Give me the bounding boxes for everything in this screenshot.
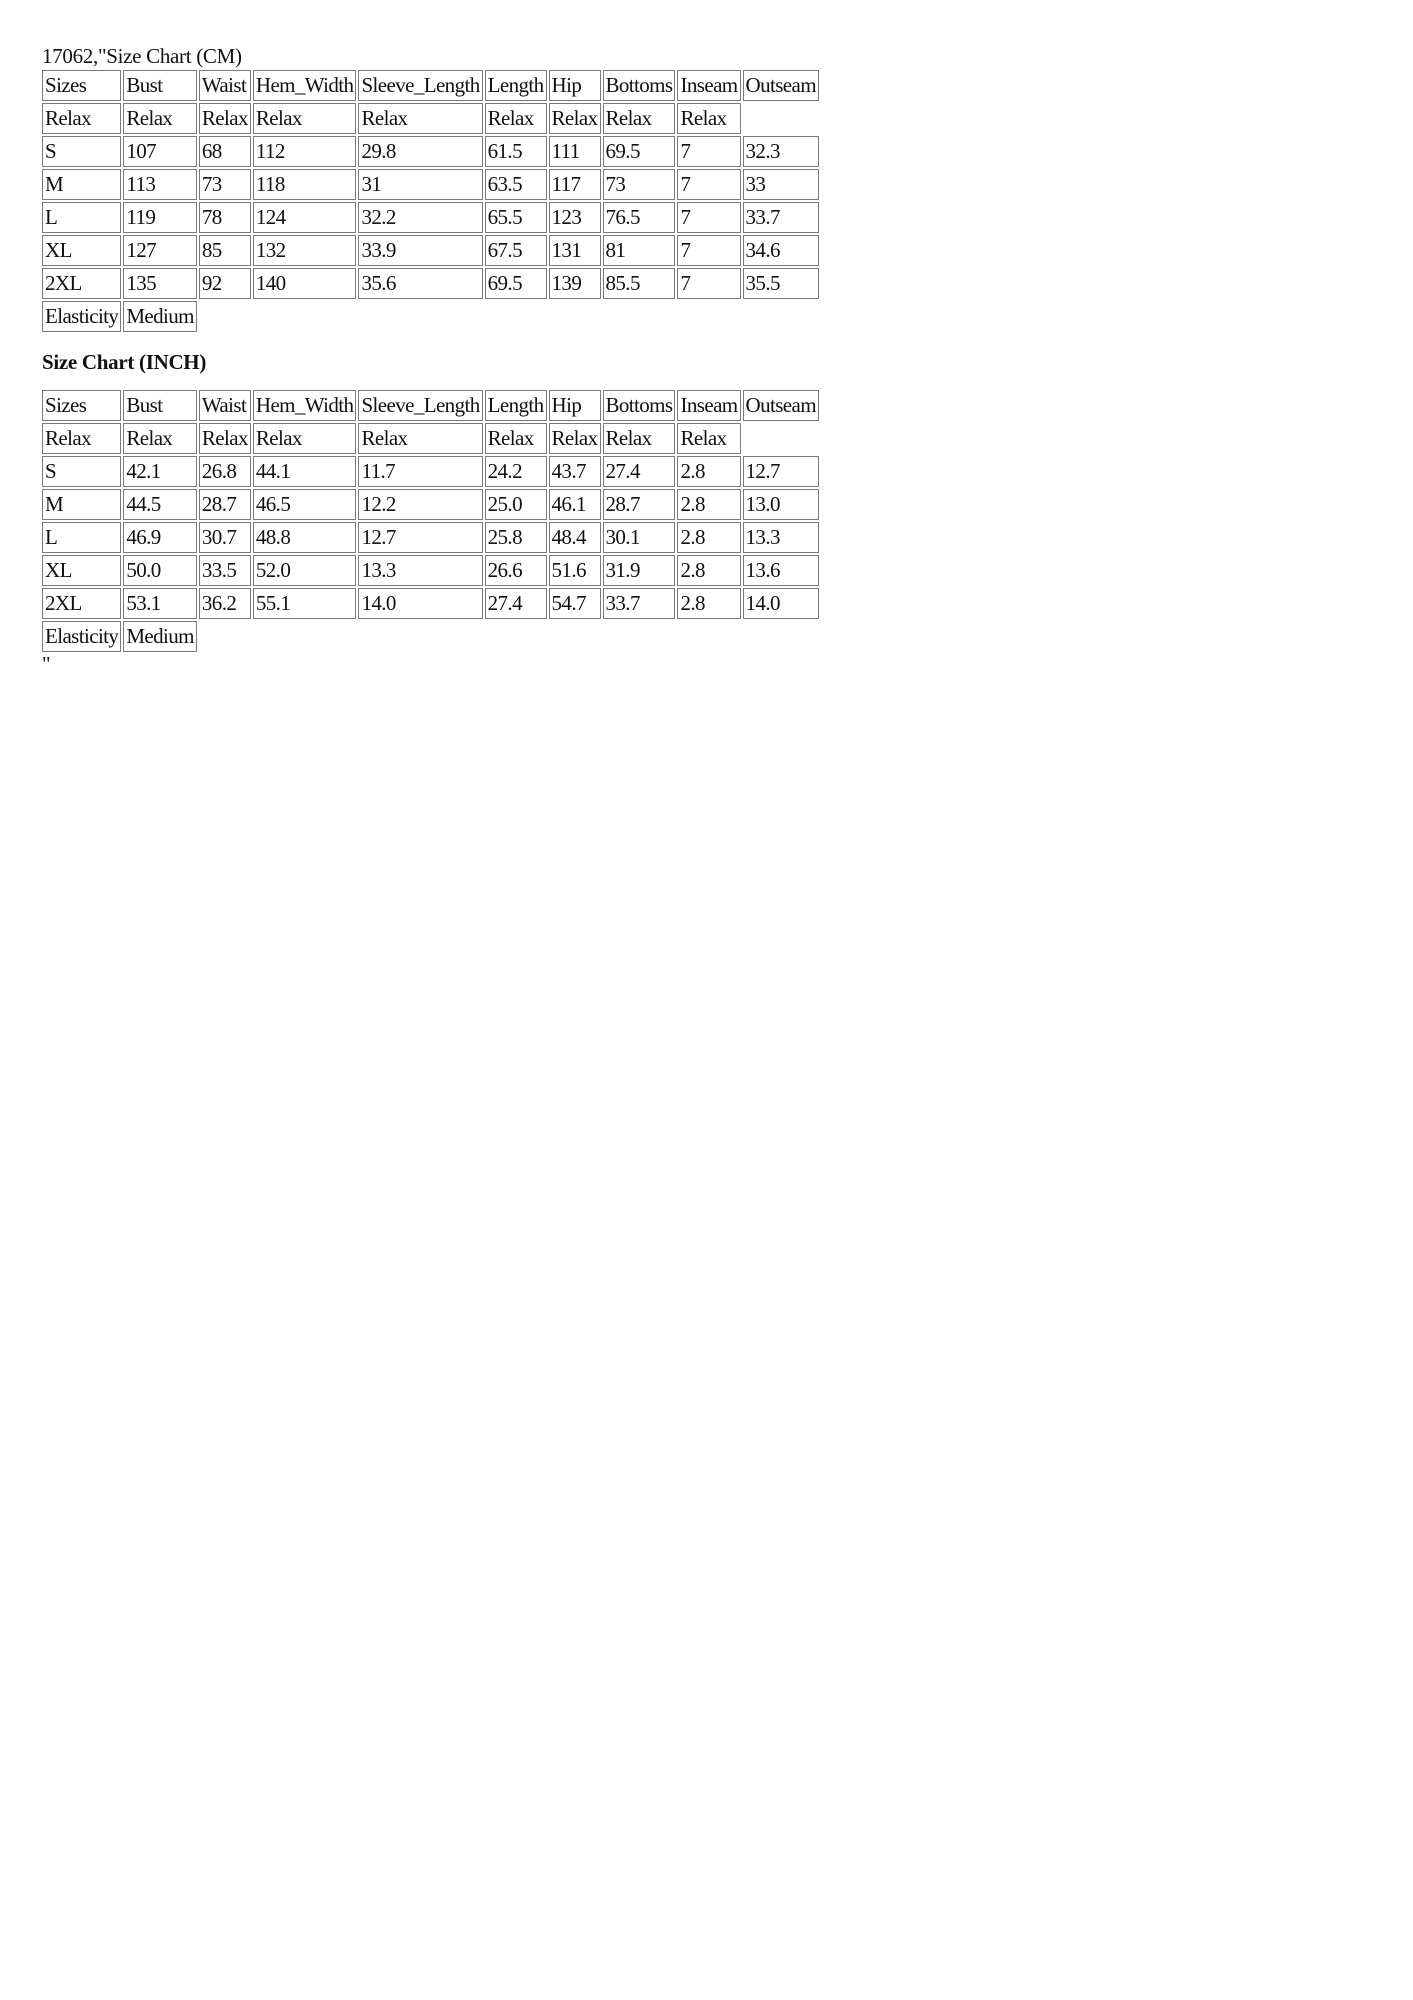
size-row-cell: 14.0: [743, 588, 819, 619]
header-row-cell: Outseam: [743, 390, 819, 421]
size-row-cell: 42.1: [123, 456, 197, 487]
size-row-cell: 14.0: [358, 588, 482, 619]
size-row-cell: 25.8: [485, 522, 547, 553]
fit-row-cell: Relax: [485, 103, 547, 134]
header-row-cell: Hem_Width: [253, 70, 357, 101]
size-row-cell: 2.8: [677, 588, 740, 619]
size-row-cell: 68: [199, 136, 251, 167]
fit-row-cell: Relax: [358, 103, 482, 134]
size-row-cell: S: [42, 136, 121, 167]
size-row-cell: 119: [123, 202, 197, 233]
size-row-cell: 113: [123, 169, 197, 200]
size-row-cell: 127: [123, 235, 197, 266]
size-row-cell: 29.8: [358, 136, 482, 167]
header-row-cell: Bottoms: [603, 70, 676, 101]
size-row-cell: 46.5: [253, 489, 357, 520]
size-row-cell: 55.1: [253, 588, 357, 619]
size-row-cell: 7: [677, 136, 740, 167]
fit-row-cell: Relax: [603, 423, 676, 454]
header-row-cell: Outseam: [743, 70, 819, 101]
size-row: [42, 555, 819, 586]
size-row-cell: M: [42, 169, 121, 200]
size-row-cell: 11.7: [358, 456, 482, 487]
size-row-cell: 12.2: [358, 489, 482, 520]
size-row-cell: 12.7: [743, 456, 819, 487]
size-row-cell: 32.2: [358, 202, 482, 233]
size-row-cell: 2XL: [42, 268, 121, 299]
size-row: [42, 588, 819, 619]
size-row-cell: 85.5: [603, 268, 676, 299]
size-row-cell: L: [42, 522, 121, 553]
size-row-cell: 34.6: [743, 235, 819, 266]
fit-row-cell: Relax: [123, 103, 197, 134]
document-title: 17062,"Size Chart (CM): [42, 44, 242, 68]
fit-row: [42, 423, 819, 454]
fit-row-cell: Relax: [358, 423, 482, 454]
empty-cell: [743, 103, 819, 134]
size-row-cell: 81: [603, 235, 676, 266]
size-row: [42, 235, 819, 266]
fit-row-cell: Relax: [253, 423, 357, 454]
size-row-cell: 69.5: [603, 136, 676, 167]
size-row-cell: 140: [253, 268, 357, 299]
size-row-cell: 13.6: [743, 555, 819, 586]
size-row-cell: 69.5: [485, 268, 547, 299]
size-row-cell: 25.0: [485, 489, 547, 520]
size-row-cell: 52.0: [253, 555, 357, 586]
size-row: [42, 169, 819, 200]
size-row-cell: 13.3: [743, 522, 819, 553]
size-row-cell: 2.8: [677, 489, 740, 520]
size-row-cell: 32.3: [743, 136, 819, 167]
header-row-cell: Waist: [199, 70, 251, 101]
size-row-cell: 35.6: [358, 268, 482, 299]
size-row: [42, 456, 819, 487]
size-row: [42, 268, 819, 299]
size-row-cell: 26.6: [485, 555, 547, 586]
size-row-cell: 26.8: [199, 456, 251, 487]
size-row: [42, 489, 819, 520]
size-row-cell: 28.7: [199, 489, 251, 520]
size-row-cell: L: [42, 202, 121, 233]
size-row-cell: 7: [677, 235, 740, 266]
size-row-cell: 35.5: [743, 268, 819, 299]
size-row-cell: 53.1: [123, 588, 197, 619]
size-row-cell: 46.1: [549, 489, 601, 520]
size-row-cell: 33: [743, 169, 819, 200]
size-row-cell: 48.4: [549, 522, 601, 553]
header-row: [42, 70, 819, 101]
header-row-cell: Inseam: [677, 70, 740, 101]
size-row-cell: 2.8: [677, 456, 740, 487]
fit-row-cell: Relax: [549, 103, 601, 134]
fit-row-cell: Relax: [199, 103, 251, 134]
elasticity-row-cell: Elasticity: [42, 621, 121, 652]
header-row-cell: Sleeve_Length: [358, 70, 482, 101]
size-row-cell: 36.2: [199, 588, 251, 619]
size-chart-cm-table: [40, 68, 821, 334]
size-row-cell: 33.5: [199, 555, 251, 586]
size-row-cell: 13.3: [358, 555, 482, 586]
size-row-cell: 24.2: [485, 456, 547, 487]
elasticity-row-cell: Medium: [123, 621, 197, 652]
size-row-cell: 51.6: [549, 555, 601, 586]
size-row-cell: 13.0: [743, 489, 819, 520]
fit-row-cell: Relax: [677, 423, 740, 454]
size-row-cell: 33.9: [358, 235, 482, 266]
fit-row-cell: Relax: [485, 423, 547, 454]
header-row-cell: Sizes: [42, 70, 121, 101]
size-row-cell: 27.4: [603, 456, 676, 487]
fit-row-cell: Relax: [199, 423, 251, 454]
size-row-cell: 31: [358, 169, 482, 200]
elasticity-row: [42, 621, 819, 652]
size-row-cell: 131: [549, 235, 601, 266]
size-row-cell: 65.5: [485, 202, 547, 233]
size-row-cell: 76.5: [603, 202, 676, 233]
size-row-cell: 2.8: [677, 522, 740, 553]
size-row-cell: 30.7: [199, 522, 251, 553]
size-row-cell: 61.5: [485, 136, 547, 167]
size-row-cell: 48.8: [253, 522, 357, 553]
size-row-cell: 44.1: [253, 456, 357, 487]
size-row-cell: 31.9: [603, 555, 676, 586]
size-row-cell: 46.9: [123, 522, 197, 553]
header-row-cell: Length: [485, 390, 547, 421]
fit-row-cell: Relax: [603, 103, 676, 134]
size-row-cell: 139: [549, 268, 601, 299]
fit-row-cell: Relax: [253, 103, 357, 134]
size-row-cell: 124: [253, 202, 357, 233]
size-row: [42, 522, 819, 553]
size-row-cell: 85: [199, 235, 251, 266]
header-row-cell: Bust: [123, 390, 197, 421]
size-row-cell: 63.5: [485, 169, 547, 200]
size-row-cell: 2.8: [677, 555, 740, 586]
closing-quote-mark: ": [42, 652, 51, 676]
size-row: [42, 202, 819, 233]
size-row-cell: 111: [549, 136, 601, 167]
size-row-cell: 12.7: [358, 522, 482, 553]
size-row-cell: 118: [253, 169, 357, 200]
header-row-cell: Hip: [549, 70, 601, 101]
header-row-cell: Hem_Width: [253, 390, 357, 421]
empty-cell: [743, 423, 819, 454]
size-row-cell: 28.7: [603, 489, 676, 520]
size-row-cell: 27.4: [485, 588, 547, 619]
elasticity-row-cell: Medium: [123, 301, 197, 332]
fit-row-cell: Relax: [549, 423, 601, 454]
size-row-cell: 30.1: [603, 522, 676, 553]
size-row-cell: 92: [199, 268, 251, 299]
header-row-cell: Inseam: [677, 390, 740, 421]
header-row: [42, 390, 819, 421]
fit-row-cell: Relax: [42, 103, 121, 134]
size-row-cell: 117: [549, 169, 601, 200]
size-row-cell: 7: [677, 268, 740, 299]
header-row-cell: Sleeve_Length: [358, 390, 482, 421]
size-row-cell: S: [42, 456, 121, 487]
size-row-cell: 132: [253, 235, 357, 266]
size-row-cell: 33.7: [743, 202, 819, 233]
size-row-cell: 78: [199, 202, 251, 233]
size-row-cell: 67.5: [485, 235, 547, 266]
size-row-cell: 123: [549, 202, 601, 233]
fit-row: [42, 103, 819, 134]
header-row-cell: Waist: [199, 390, 251, 421]
header-row-cell: Bottoms: [603, 390, 676, 421]
size-row-cell: XL: [42, 555, 121, 586]
size-chart-document: [42, 44, 942, 674]
size-row-cell: 73: [199, 169, 251, 200]
header-row-cell: Sizes: [42, 390, 121, 421]
size-row-cell: 135: [123, 268, 197, 299]
fit-row-cell: Relax: [677, 103, 740, 134]
size-row-cell: 7: [677, 202, 740, 233]
size-row-cell: 44.5: [123, 489, 197, 520]
fit-row-cell: Relax: [42, 423, 121, 454]
size-row: [42, 136, 819, 167]
fit-row-cell: Relax: [123, 423, 197, 454]
header-row-cell: Bust: [123, 70, 197, 101]
header-row-cell: Hip: [549, 390, 601, 421]
size-row-cell: 50.0: [123, 555, 197, 586]
size-row-cell: M: [42, 489, 121, 520]
size-row-cell: 107: [123, 136, 197, 167]
size-row-cell: 112: [253, 136, 357, 167]
size-row-cell: 7: [677, 169, 740, 200]
header-row-cell: Length: [485, 70, 547, 101]
size-chart-inch-table: [40, 388, 821, 654]
elasticity-row: [42, 301, 819, 332]
size-row-cell: 43.7: [549, 456, 601, 487]
inch-section-title: Size Chart (INCH): [42, 350, 207, 374]
size-row-cell: 33.7: [603, 588, 676, 619]
size-row-cell: 2XL: [42, 588, 121, 619]
elasticity-row-cell: Elasticity: [42, 301, 121, 332]
size-row-cell: 73: [603, 169, 676, 200]
size-row-cell: 54.7: [549, 588, 601, 619]
size-row-cell: XL: [42, 235, 121, 266]
